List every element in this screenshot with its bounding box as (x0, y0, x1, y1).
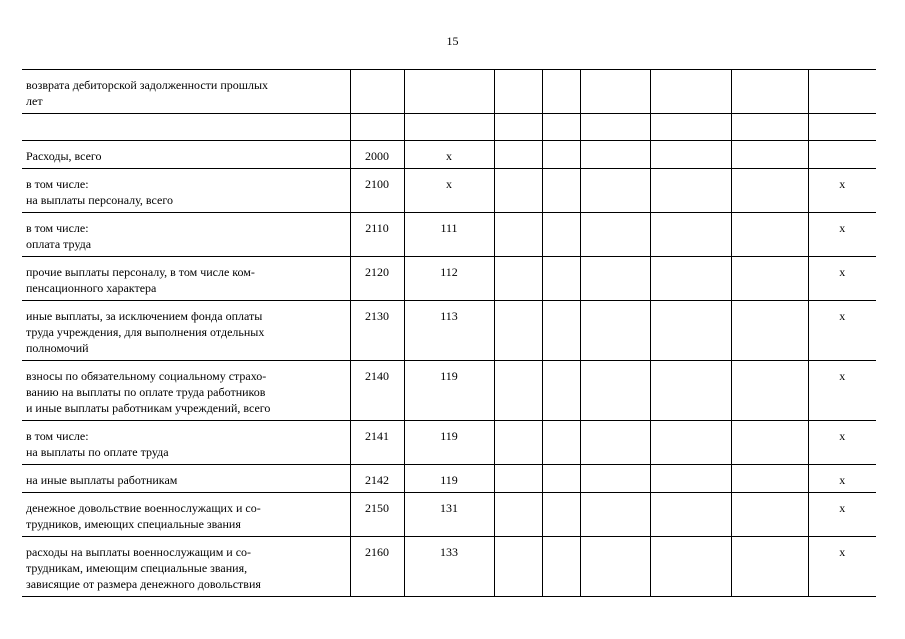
empty-amount-cell (731, 114, 808, 141)
empty-amount-cell (650, 169, 731, 213)
row-classification-code: 111 (404, 213, 494, 257)
empty-amount-cell (650, 213, 731, 257)
empty-amount-cell (650, 493, 731, 537)
empty-amount-cell (542, 257, 580, 301)
row-description: в том числе: оплата труда (22, 213, 350, 257)
empty-amount-cell (731, 301, 808, 361)
row-last-column-mark: х (808, 465, 876, 493)
empty-amount-cell (580, 465, 650, 493)
empty-amount-cell (494, 301, 542, 361)
empty-amount-cell (542, 169, 580, 213)
empty-amount-cell (580, 213, 650, 257)
table-row (22, 114, 876, 141)
empty-amount-cell (650, 537, 731, 597)
empty-amount-cell (650, 257, 731, 301)
empty-amount-cell (494, 169, 542, 213)
row-classification-code: 119 (404, 361, 494, 421)
table-row (22, 493, 876, 537)
table-row (22, 537, 876, 597)
row-last-column-mark: х (808, 213, 876, 257)
empty-amount-cell (542, 465, 580, 493)
empty-amount-cell (580, 141, 650, 169)
row-code: 2000 (350, 141, 404, 169)
row-description: возврата дебиторской задолженности прошлых лет (22, 70, 350, 114)
row-last-column-mark (808, 70, 876, 114)
table-row (22, 465, 876, 493)
empty-amount-cell (542, 70, 580, 114)
row-description: взносы по обязательному социальному страхо- ванию на выплаты по оплате труда работников и иные выплаты работникам учреждений, всего (22, 361, 350, 421)
empty-amount-cell (731, 141, 808, 169)
table-row (22, 70, 876, 114)
empty-amount-cell (580, 537, 650, 597)
empty-amount-cell (731, 465, 808, 493)
row-classification-code: 131 (404, 493, 494, 537)
empty-amount-cell (494, 114, 542, 141)
table-row (22, 421, 876, 465)
empty-amount-cell (731, 361, 808, 421)
empty-amount-cell (580, 301, 650, 361)
row-last-column-mark: х (808, 537, 876, 597)
empty-amount-cell (494, 141, 542, 169)
empty-amount-cell (580, 169, 650, 213)
page-number: 15 (446, 34, 459, 48)
empty-amount-cell (580, 493, 650, 537)
row-code: 2110 (350, 213, 404, 257)
empty-amount-cell (494, 70, 542, 114)
table-row (22, 141, 876, 169)
row-description: в том числе: на выплаты по оплате труда (22, 421, 350, 465)
empty-amount-cell (542, 141, 580, 169)
financial-plan-table (22, 69, 876, 597)
row-code: 2141 (350, 421, 404, 465)
row-code: 2142 (350, 465, 404, 493)
row-classification-code: 133 (404, 537, 494, 597)
empty-amount-cell (650, 70, 731, 114)
row-last-column-mark (808, 141, 876, 169)
empty-amount-cell (650, 421, 731, 465)
empty-amount-cell (580, 361, 650, 421)
row-classification-code: 113 (404, 301, 494, 361)
empty-amount-cell (494, 257, 542, 301)
empty-amount-cell (731, 70, 808, 114)
empty-amount-cell (731, 169, 808, 213)
row-classification-code: 119 (404, 421, 494, 465)
row-classification-code: х (404, 141, 494, 169)
table-row (22, 213, 876, 257)
empty-amount-cell (731, 537, 808, 597)
row-last-column-mark: х (808, 257, 876, 301)
row-last-column-mark: х (808, 301, 876, 361)
row-last-column-mark: х (808, 361, 876, 421)
row-classification-code: 119 (404, 465, 494, 493)
empty-amount-cell (731, 493, 808, 537)
empty-amount-cell (494, 537, 542, 597)
table-row (22, 169, 876, 213)
empty-amount-cell (542, 421, 580, 465)
empty-amount-cell (494, 213, 542, 257)
empty-amount-cell (731, 213, 808, 257)
table-row (22, 361, 876, 421)
empty-amount-cell (580, 257, 650, 301)
empty-amount-cell (542, 537, 580, 597)
row-description: расходы на выплаты военнослужащим и со- трудникам, имеющим специальные звания, зависящие от размера денежного довольствия (22, 537, 350, 597)
row-code: 2150 (350, 493, 404, 537)
row-code (350, 114, 404, 141)
empty-amount-cell (580, 70, 650, 114)
row-classification-code: х (404, 169, 494, 213)
empty-amount-cell (542, 213, 580, 257)
empty-amount-cell (650, 301, 731, 361)
row-description (22, 114, 350, 141)
empty-amount-cell (650, 114, 731, 141)
empty-amount-cell (542, 493, 580, 537)
row-description: прочие выплаты персоналу, в том числе ком- пенсационного характера (22, 257, 350, 301)
row-classification-code (404, 114, 494, 141)
row-last-column-mark: х (808, 169, 876, 213)
row-last-column-mark: х (808, 493, 876, 537)
row-description: в том числе: на выплаты персоналу, всего (22, 169, 350, 213)
empty-amount-cell (542, 361, 580, 421)
table-row (22, 257, 876, 301)
row-code: 2130 (350, 301, 404, 361)
row-code: 2140 (350, 361, 404, 421)
empty-amount-cell (650, 141, 731, 169)
empty-amount-cell (731, 257, 808, 301)
row-code (350, 70, 404, 114)
empty-amount-cell (542, 301, 580, 361)
empty-amount-cell (580, 114, 650, 141)
empty-amount-cell (494, 465, 542, 493)
empty-amount-cell (542, 114, 580, 141)
row-last-column-mark: х (808, 421, 876, 465)
row-code: 2120 (350, 257, 404, 301)
empty-amount-cell (494, 493, 542, 537)
empty-amount-cell (650, 361, 731, 421)
row-description: на иные выплаты работникам (22, 465, 350, 493)
row-description: иные выплаты, за исключением фонда оплаты труда учреждения, для выполнения отдельных полномочий (22, 301, 350, 361)
row-classification-code: 112 (404, 257, 494, 301)
row-description: денежное довольствие военнослужащих и со- трудников, имеющих специальные звания (22, 493, 350, 537)
empty-amount-cell (494, 421, 542, 465)
empty-amount-cell (650, 465, 731, 493)
empty-amount-cell (731, 421, 808, 465)
row-description: Расходы, всего (22, 141, 350, 169)
row-code: 2160 (350, 537, 404, 597)
table-row (22, 301, 876, 361)
row-last-column-mark (808, 114, 876, 141)
empty-amount-cell (580, 421, 650, 465)
empty-amount-cell (494, 361, 542, 421)
row-classification-code (404, 70, 494, 114)
row-code: 2100 (350, 169, 404, 213)
